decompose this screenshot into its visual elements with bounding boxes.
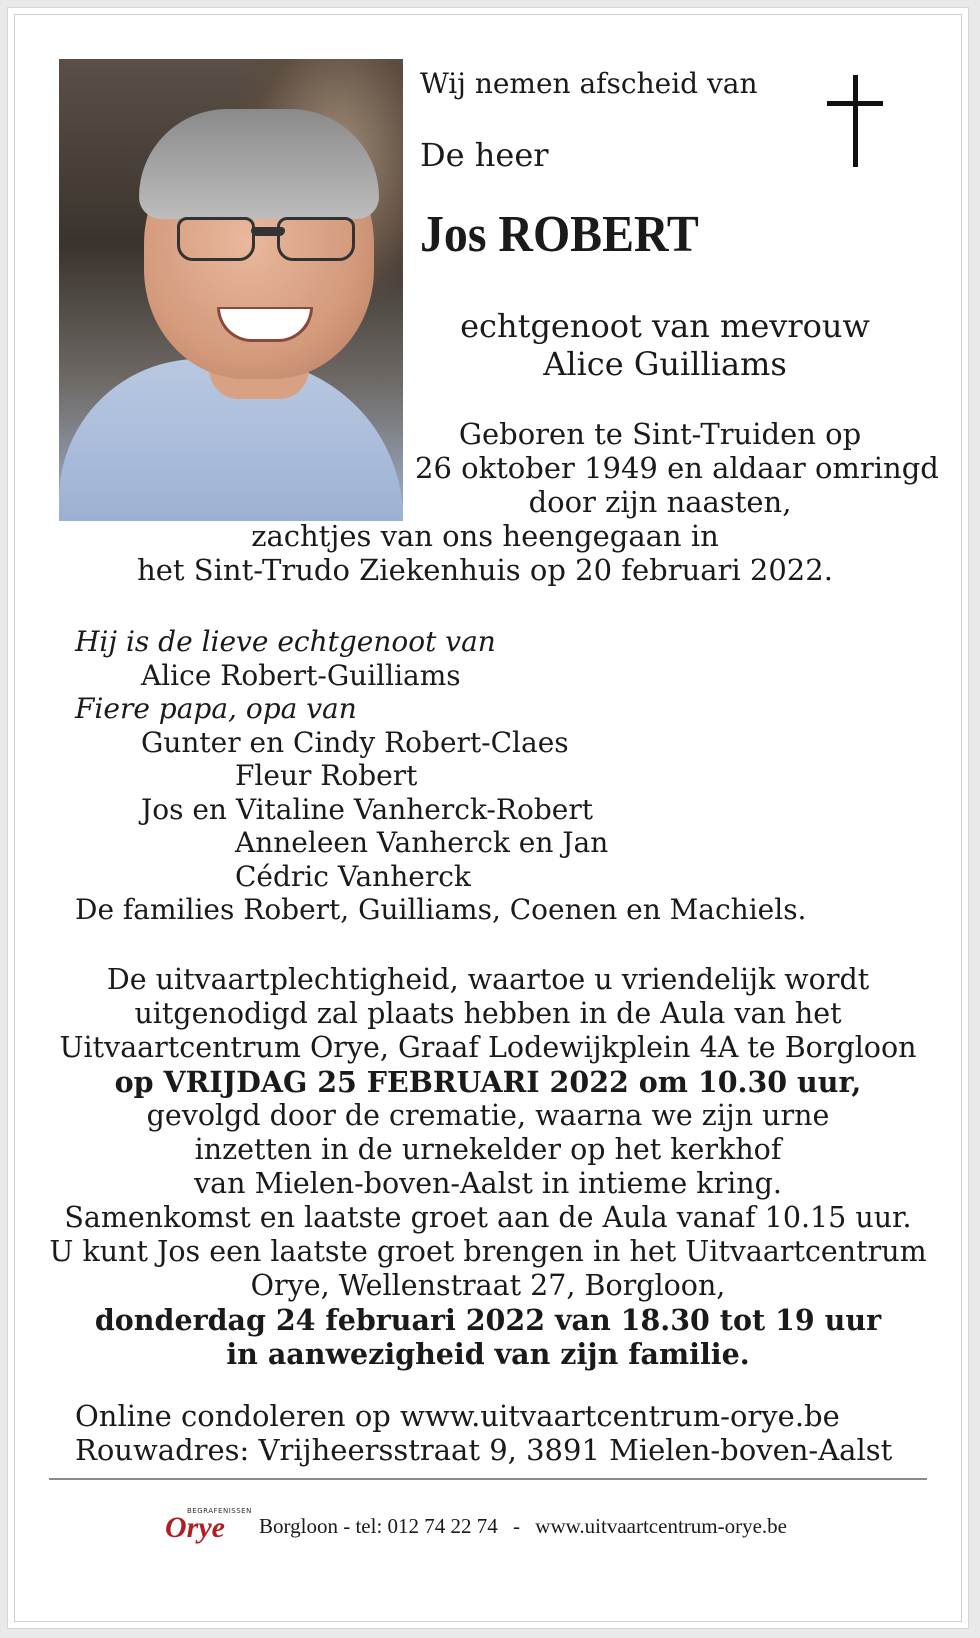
cross-icon [827,75,883,167]
service-line: U kunt Jos een laatste groet brengen in het Uitvaartcentrum [49,1235,927,1268]
contact-block [75,1399,935,1467]
service-details [35,963,941,1371]
service-line: Orye, Wellenstraat 27, Borgloon, [250,1269,726,1302]
footer-phone: Borgloon - tel: 012 74 22 74 [259,1514,498,1538]
service-line: De uitvaartplechtigheid, waartoe u vriendelijk wordt [106,963,870,996]
visitation-date: donderdag 24 februari 2022 van 18.30 tot 19 uur [94,1303,882,1337]
honorific: De heer [420,136,549,174]
footer [165,1505,865,1549]
logo-subtitle: BEGRAFENISSEN [187,1507,252,1515]
family-member: Anneleen Vanherck en Jan [235,826,609,859]
spouse-block [435,307,895,383]
service-line: Samenkomst en laatste groet aan de Aula vanaf 10.15 uur. [64,1201,912,1234]
family-member: Gunter en Cindy Robert-Claes [141,725,569,759]
orye-logo [165,1505,252,1549]
footer-website[interactable]: www.uitvaartcentrum-orye.be [535,1514,787,1538]
service-line: Uitvaartcentrum Orye, Graaf Lodewijkplein 4A te Borgloon [59,1031,917,1064]
spouse-name: Alice Guilliams [543,345,787,383]
logo-wordmark: Orye [165,1511,225,1544]
footer-divider [49,1478,927,1480]
family-member: Alice Robert-Guilliams [141,658,461,692]
passed-line: het Sint-Trudo Ziekenhuis op 20 februari 2022. [137,553,833,587]
visitation-note: in aanwezigheid van zijn familie. [226,1337,750,1371]
intro-text: Wij nemen afscheid van [420,67,758,100]
footer-contact [259,1513,787,1539]
birth-line: Geboren te Sint-Truiden op [458,417,862,451]
footer-separator: - [513,1514,521,1538]
family-label: Fiere papa, opa van [75,692,357,725]
family-label: Hij is de lieve echtgenoot van [75,625,496,658]
family-list [75,625,935,927]
service-line: uitgenodigd zal plaats hebben in de Aula van het [134,997,842,1030]
service-line: gevolgd door de crematie, waarna we zijn urne [146,1099,830,1132]
passed-line: zachtjes van ons heengegaan in [251,519,719,553]
deceased-name: Jos ROBERT [420,206,699,263]
spouse-line: echtgenoot van mevrouw [460,307,870,345]
family-member: De families Robert, Guilliams, Coenen en Machiels. [75,893,807,926]
online-condolence: Online condoleren op www.uitvaartcentrum-orye.be [75,1399,840,1433]
mourning-address: Rouwadres: Vrijheersstraat 9, 3891 Mielen-boven-Aalst [75,1433,893,1467]
service-date: op VRIJDAG 25 FEBRUARI 2022 om 10.30 uur, [114,1065,862,1099]
family-member: Fleur Robert [235,759,418,792]
family-member: Cédric Vanherck [235,859,471,893]
birth-line: 26 oktober 1949 en aldaar omringd [415,451,939,485]
portrait-photo [59,59,403,521]
birth-block [415,417,939,519]
service-line: van Mielen-boven-Aalst in intieme kring. [194,1167,782,1200]
family-member: Jos en Vitaline Vanherck-Robert [141,792,593,826]
passed-block [75,519,895,587]
birth-line: door zijn naasten, [528,485,792,519]
death-notice-card [14,14,962,1622]
service-line: inzetten in de urnekelder op het kerkhof [194,1133,782,1166]
